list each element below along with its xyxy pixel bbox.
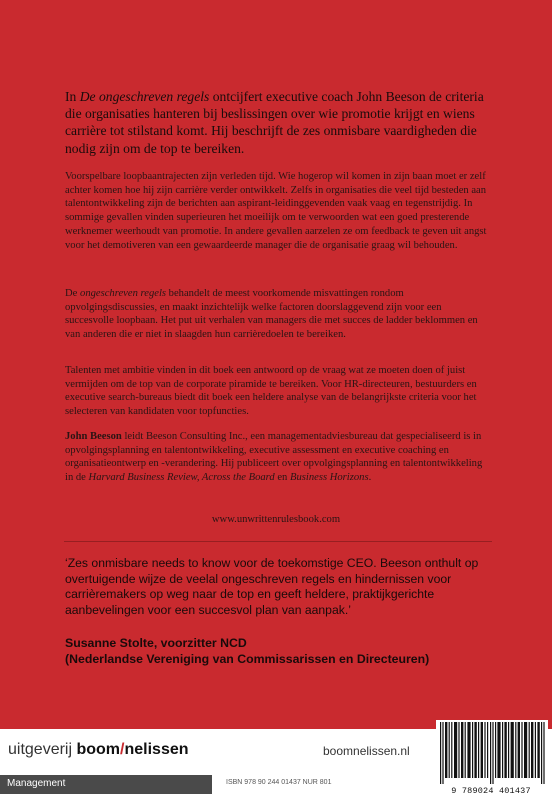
p2-before: De [65,288,81,299]
barcode [436,720,548,784]
intro-before: In [65,89,80,104]
publisher-prefix: uitgeverij [8,741,77,758]
p2-after: behandelt de meest voorkomende misvattingen rondom opvolgingsdiscussies, en maakt inzichtelijk welke factoren doorslaggevend zijn voor een succesvolle loopbaan. Het put uit verhalen van managers die met succes de ladder beklommen en van anderen die er niet in slaagden hun carrièredoelen te bereiken. [65,288,478,341]
publication-and: en [274,472,290,484]
book-website-url[interactable]: www.unwrittenrulesbook.com [211,514,341,525]
publication-2: Business Horizons [290,472,369,484]
category-label: Management [7,778,66,789]
paragraph-career-paths: Voorspelbare loopbaantrajecten zijn verleden tijd. Wie hogerop wil komen in zijn baan moet er zelf achter komen hoe hij zijn carrière verder ontwikkelt. Zelfs in organisaties die veel tijd besteden aan talentontwikkeling zijn de berichten aan aspirant-leidinggevenden vaak vaag en tegenstrijdig. In sommige gevallen vinden superieuren het moeilijk om te verwoorden wat een goed presterende werknemer weerhoudt van promotie. In andere gevallen aarzelen ze om feedback te geven uit angst voor het demotiveren van een gewaardeerde manager die de organisatie graag wil behouden. [65,171,487,251]
author-bio-text: leidt Beeson Consulting Inc., een managementadviesbureau dat gespecialiseerd is in opvolgingsplanning en talentontwikkeling, executive assessment en executive coaching en organisatieontwerp en -verandering. Hij publiceert over opvolgingsplanning en talentontwikkeling in de [65,431,483,484]
p2-book-title: ongeschreven regels [80,288,167,299]
publisher-name-b: nelissen [124,741,189,758]
attribution-organization: (Nederlandse Vereniging van Commissarissen en Directeuren) [65,652,430,666]
author-name: John Beeson [65,431,122,442]
publisher-slash: / [120,741,125,758]
author-bio-end: . [368,472,372,484]
endorsement-quote: ‘Zes onmisbare needs to know voor de toekomstige CEO. Beeson onthult op overtuigende wijze de veelal ongeschreven regels en hindernissen voor carrièremakers op weg naar de top en geeft heldere, praktijkgerichte aanbevelingen voor een succesvol plan van aanpak.’ [65,556,479,617]
paragraph-author-bio [65,430,491,485]
intro-paragraph [65,88,495,157]
intro-book-title: De ongeschreven regels [79,89,210,104]
barcode-icon [436,720,548,784]
intro-after: ontcijfert executive coach John Beeson de criteria die organisaties hanteren bij beslissingen over wie promotie krijgt en wiens carrière tot stilstand komt. Hij beschrijft de zes onmisbare vaardigheden die nodig zijn om de top te bereiken. [65,89,484,156]
publisher-website[interactable]: boomnelissen.nl [323,744,410,758]
attribution-name: Susanne Stolte, voorzitter NCD [65,636,247,650]
publication-1: Harvard Business Review, Across the Board [88,472,275,484]
isbn-nur-line: ISBN 978 90 244 01437 NUR 801 [226,779,332,786]
paragraph-book-content [65,287,491,342]
endorsement-attribution [65,635,505,667]
section-divider [64,541,492,542]
paragraph-target-audience: Talenten met ambitie vinden in dit boek een antwoord op de vraag wat ze moeten doen of juist vermijden om de top van de corporate piramide te bereiken. Voor HR-directeuren, bestuurders en executive search-bureaus biedt dit boek een heldere analyse van de belangrijkste criteria voor het selecteren van kandidaten voor topfuncties. [65,365,477,418]
publisher-name-a: boom [76,741,121,758]
publisher-logo [8,741,189,759]
barcode-number: 9 789024 401437 [451,786,531,796]
